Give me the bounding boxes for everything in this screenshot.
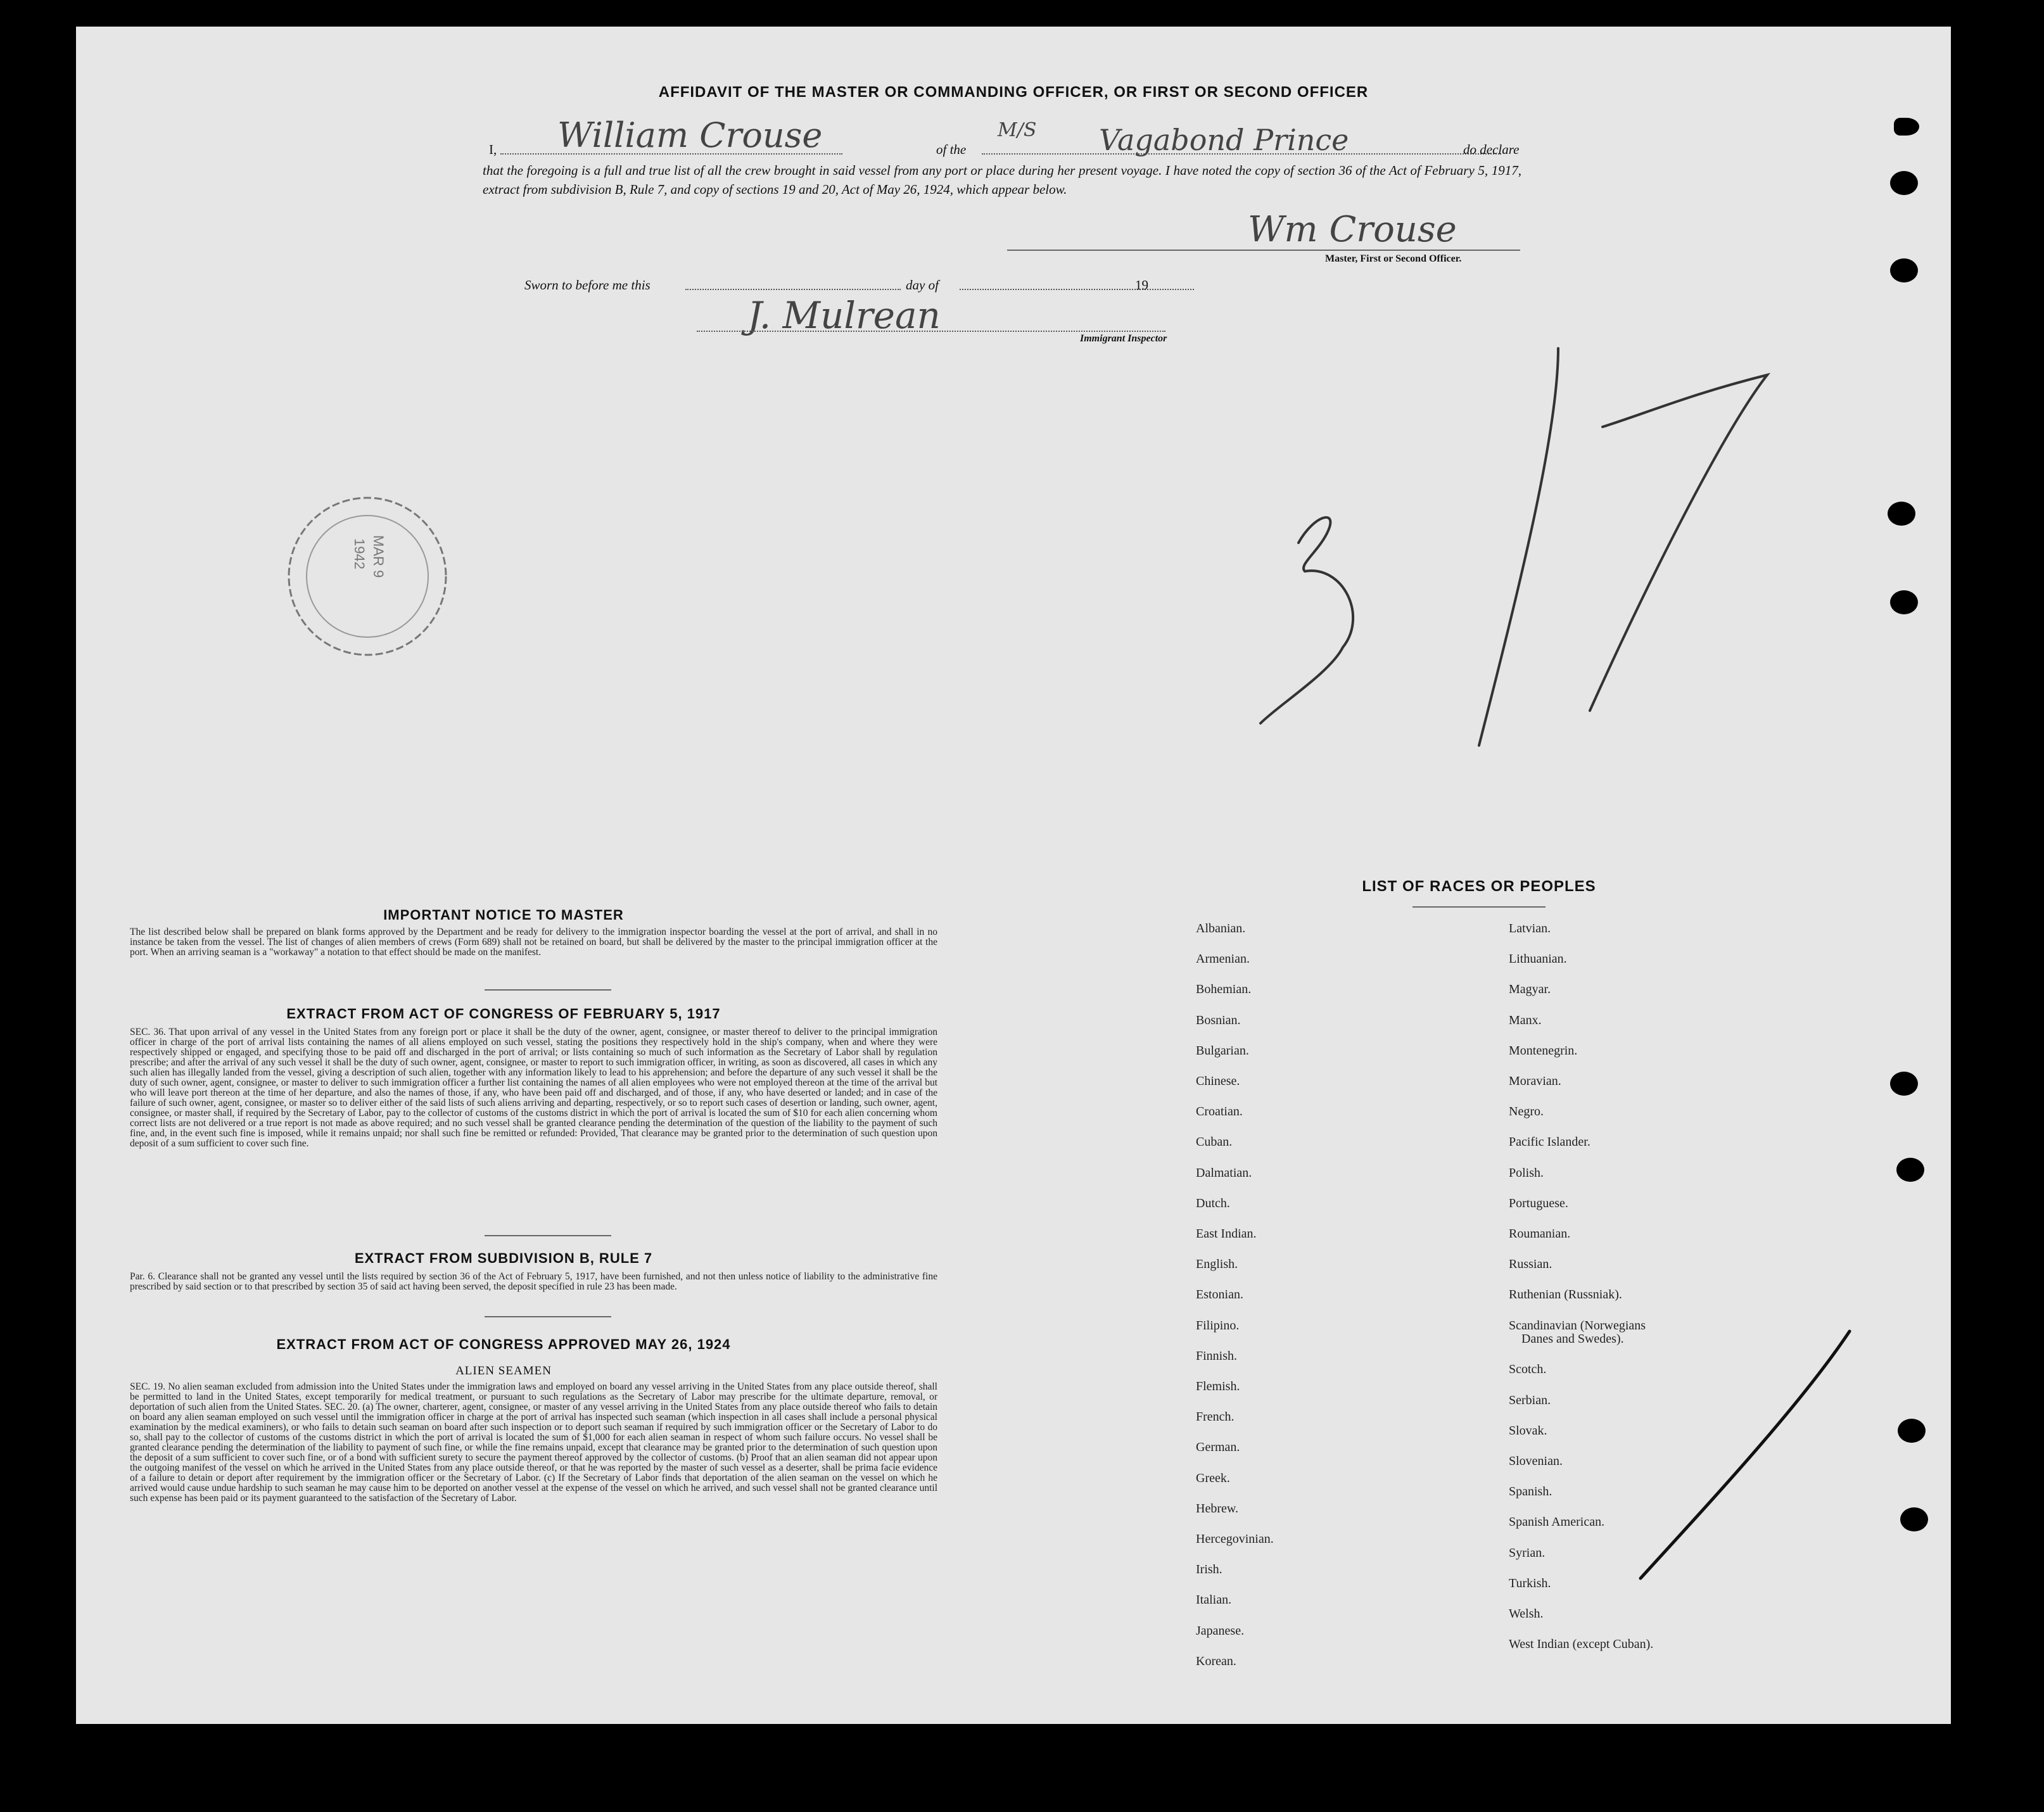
race-item: Estonian. [1196, 1288, 1243, 1302]
inspector-signature: J. Mulrean [747, 294, 941, 337]
punch-hole [1898, 1419, 1926, 1443]
extract1-body: SEC. 36. That upon arrival of any vessel in the United States from any foreign port or place it shall be the duty of the owner, agent, consignee, or master thereof to deliver to the principal immigration officer in charge of the port of arrival lists containing the names of all aliens employed on such vessel, stating the positions they respectively hold in the ship's company, when and where they were respectively shipped or engaged, and specifying those to be paid off and discharged in the port of arrival; or lists containing so much of such information as the Secretary of Labor shall by regulation prescribe; and after the arrival of any such vessel it shall be the duty of such owner, agent, consignee, or master to report to such immigration officer, in writing, as soon as discovered, all cases in which any such alien has illegally landed from the vessel, giving a description of such alien, together with any information likely to lead to his apprehension; and before the departure of any such vessel it shall be the duty of such owner, agent, consignee, or master to deliver to such immigration officer a further list containing the names of all alien employees who were not employed thereon at the time of the arrival but who will leave port thereon at the time of her departure, and also the names of those, if any, who have been paid off and discharged, and of those, if any, who have deserted or landed; and in case of the failure of such owner, agent, consignee, or master so to deliver either of the said lists of such aliens arriving and departing, respectively, or so to report such cases of desertion or landing, such owner, agent, consignee, or master shall, if required by the Secretary of Labor, pay to the collector of customs of the customs district in which the port of arrival is located the sum of $10 for each alien concerning whom correct lists are not delivered or a true report is not made as above required; and no such vessel shall be granted clearance pending the determination of the question of the liability to the payment of such fine, and, in the event such fine is imposed, while it remains unpaid; nor shall such fine be remitted or refunded: Provided, That clearance may be granted prior to the determination of such question upon deposit of a sum sufficient to cover such fine. [130, 1027, 937, 1149]
notice-divider-2 [485, 1235, 611, 1236]
declare-label: do declare [1463, 142, 1520, 157]
declarant-label: I, [489, 142, 497, 157]
race-item: Hebrew. [1196, 1501, 1239, 1516]
sworn-day-line [685, 289, 901, 290]
extract1-heading: EXTRACT FROM ACT OF CONGRESS OF FEBRUARY 5, 1917 [286, 1006, 721, 1022]
naturalization-stamp [279, 488, 456, 665]
signature-caption: Master, First or Second Officer. [1325, 253, 1462, 264]
race-item: Italian. [1196, 1593, 1232, 1607]
race-item: Magyar. [1509, 982, 1551, 997]
race-item: Ruthenian (Russniak). [1509, 1288, 1622, 1302]
inspector-caption: Immigrant Inspector [1080, 333, 1167, 344]
race-item: Spanish American. [1509, 1515, 1605, 1530]
document-page [76, 27, 1951, 1724]
race-item: Manx. [1509, 1013, 1542, 1027]
race-item: Scotch. [1509, 1362, 1547, 1377]
race-item: Negro. [1509, 1105, 1544, 1119]
race-item: Danes and Swedes). [1521, 1332, 1624, 1346]
race-item: Armenian. [1196, 952, 1250, 966]
race-item: Russian. [1509, 1257, 1552, 1272]
sworn-month-line [960, 289, 1194, 290]
declarant-name: William Crouse [557, 115, 823, 155]
svg-text:1942: 1942 [352, 538, 367, 569]
race-item: Flemish. [1196, 1379, 1240, 1393]
race-item: Korean. [1196, 1654, 1236, 1668]
race-item: Spanish. [1509, 1485, 1552, 1499]
race-item: English. [1196, 1257, 1238, 1272]
affidavit-body: that the foregoing is a full and true list of all the crew brought in said vessel from any port or place during her present voyage. I have noted the copy of section 36 of the Act of February 5, 1917, extract from subdivision B, Rule 7, and copy of sections 19 and 20, Act of May 26, 1924, which appear below. [483, 163, 1521, 197]
race-item: Serbian. [1509, 1393, 1551, 1407]
race-item: French. [1196, 1410, 1235, 1424]
svg-text:MAR 9: MAR 9 [371, 535, 386, 578]
race-item: German. [1196, 1440, 1240, 1455]
races-heading: LIST OF RACES OR PEOPLES [1362, 878, 1596, 895]
notice-divider-3 [485, 1316, 611, 1317]
race-item: Slovenian. [1509, 1454, 1563, 1469]
race-item: Chinese. [1196, 1074, 1240, 1088]
extract3-body: SEC. 19. No alien seaman excluded from admission into the United States under the immigration laws and employed on board any vessel arriving in the United States from any place outside thereof, shall be permitted to land in the United States, except temporarily for medical treatment, or pursuant to such regulations as the Secretary of Labor may prescribe for the ultimate departure, removal, or deportation of such alien from the United States. SEC. 20. (a) The owner, charterer, agent, consignee, or master of any vessel arriving in the United States from any place outside thereof who fails to detain on board any alien seaman employed on such vessel until the immigration officer in charge at the port of arrival has inspected such seaman (which inspection in all cases shall include a personal physical examination by the medical examiners), or who fails to detain such seaman on board after such inspection or to deport such seaman if required by such immigration officer or the Secretary of Labor to do so, shall pay to the collector of customs of the customs district in which the port of arrival is located the sum of $1,000 for each alien seaman in respect of whom such failure occurs. No vessel shall be granted clearance pending the determination of the liability to payment of such fine, or while the fine remains unpaid, except that clearance may be granted prior to the determination of such question upon the deposit of a sum sufficient to cover such fine, or of a bond with sufficient surety to secure the payment thereof approved by the collector of customs. (b) Proof that an alien seaman did not appear upon the outgoing manifest of the vessel on which he arrived in the United States from any place outside thereof, or that he was reported by the master of such vessel as a deserter, shall be prima facie evidence of a failure to detain or deport after requirement by the immigration officer or the Secretary of Labor. (c) If the Secretary of Labor finds that deportation of the alien seaman on the vessel on which he arrived would cause undue hardship to such seaman he may cause him to be deported on another vessel at the expense of the vessel on which he arrived, and such vessel shall not be granted clearance until such expense has been paid or its payment guaranteed to the satisfaction of the Secretary of Labor. [130, 1381, 937, 1504]
race-item: Lithuanian. [1509, 952, 1567, 966]
punch-hole [1890, 590, 1918, 614]
race-item: Irish. [1196, 1562, 1222, 1577]
race-item: Cuban. [1196, 1135, 1233, 1150]
extract3-heading: EXTRACT FROM ACT OF CONGRESS APPROVED MAY 26, 1924 [276, 1336, 731, 1352]
day-of-label: day of [906, 277, 939, 293]
race-item: Slovak. [1509, 1423, 1547, 1438]
race-item: Dalmatian. [1196, 1165, 1252, 1180]
affidavit-heading: AFFIDAVIT OF THE MASTER OR COMMANDING OFFICER, OR FIRST OR SECOND OFFICER [658, 84, 1369, 101]
punch-hole [1900, 1507, 1928, 1531]
race-item: Croatian. [1196, 1105, 1243, 1119]
race-item: Greek. [1196, 1471, 1230, 1485]
race-item: Dutch. [1196, 1196, 1230, 1210]
master-signature: Wm Crouse [1248, 209, 1457, 250]
race-item: Montenegrin. [1509, 1043, 1578, 1058]
sworn-label: Sworn to before me this [524, 277, 651, 293]
races-divider [1412, 906, 1546, 908]
race-item: Bulgarian. [1196, 1043, 1249, 1058]
race-item: Finnish. [1196, 1348, 1238, 1363]
extract2-body: Par. 6. Clearance shall not be granted any vessel until the lists required by section 36 of the Act of February 5, 1917, have been furnished, and not then unless notice of liability to the administrative fine prescribed by said section or to that prescribed by section 35 of said act having been served, the deposit specified in rule 23 has been made. [130, 1271, 937, 1292]
race-item: West Indian (except Cuban). [1509, 1637, 1654, 1652]
of-the-label: of the [936, 142, 967, 157]
race-item: Filipino. [1196, 1318, 1240, 1333]
race-item: Scandinavian (Norwegians [1509, 1318, 1646, 1333]
race-item: Bohemian. [1196, 982, 1252, 997]
punch-hole [1894, 118, 1919, 136]
race-item: Albanian. [1196, 922, 1246, 935]
punch-hole [1896, 1158, 1924, 1182]
year-prefix: 19 [1135, 277, 1148, 293]
inspector-line [697, 331, 1165, 332]
notice-body: The list described below shall be prepared on blank forms approved by the Department and be ready for delivery to the immigration inspector boarding the vessel at the port of arrival, and shall in no instance be taken from the vessel. The list of changes of alien members of crews (Form 689) shall not be retained on board, but shall be delivered by the master to the principal immigration officer at the port. When an arriving seaman is a "workaway" a notation to that effect should be made on the manifest. [130, 927, 937, 958]
notice-divider-1 [485, 989, 611, 991]
race-item: Turkish. [1509, 1576, 1551, 1590]
race-item: Moravian. [1509, 1074, 1561, 1088]
extract2-heading: EXTRACT FROM SUBDIVISION B, RULE 7 [354, 1250, 653, 1266]
notice-heading: IMPORTANT NOTICE TO MASTER [383, 907, 624, 923]
race-item: Hercegovinian. [1196, 1532, 1274, 1546]
handwritten-number [1203, 318, 1837, 774]
race-item: Polish. [1509, 1165, 1544, 1180]
vessel-prefix: M/S [998, 119, 1037, 141]
race-item: Syrian. [1509, 1545, 1546, 1560]
extract3-subheading: ALIEN SEAMEN [455, 1364, 552, 1378]
punch-hole [1890, 171, 1918, 195]
race-item: Latvian. [1509, 922, 1551, 935]
race-item: Japanese. [1196, 1623, 1245, 1638]
race-item: Portuguese. [1509, 1196, 1568, 1210]
race-item: Welsh. [1509, 1607, 1544, 1621]
vessel-name: Vagabond Prince [1099, 123, 1349, 157]
punch-hole [1888, 502, 1915, 526]
handwritten-slash [1596, 1325, 1900, 1591]
race-item: Pacific Islander. [1509, 1135, 1590, 1150]
punch-hole [1890, 1072, 1918, 1096]
race-item: East Indian. [1196, 1227, 1257, 1241]
race-item: Bosnian. [1196, 1013, 1241, 1027]
punch-hole [1890, 258, 1918, 282]
race-item: Roumanian. [1509, 1227, 1571, 1241]
